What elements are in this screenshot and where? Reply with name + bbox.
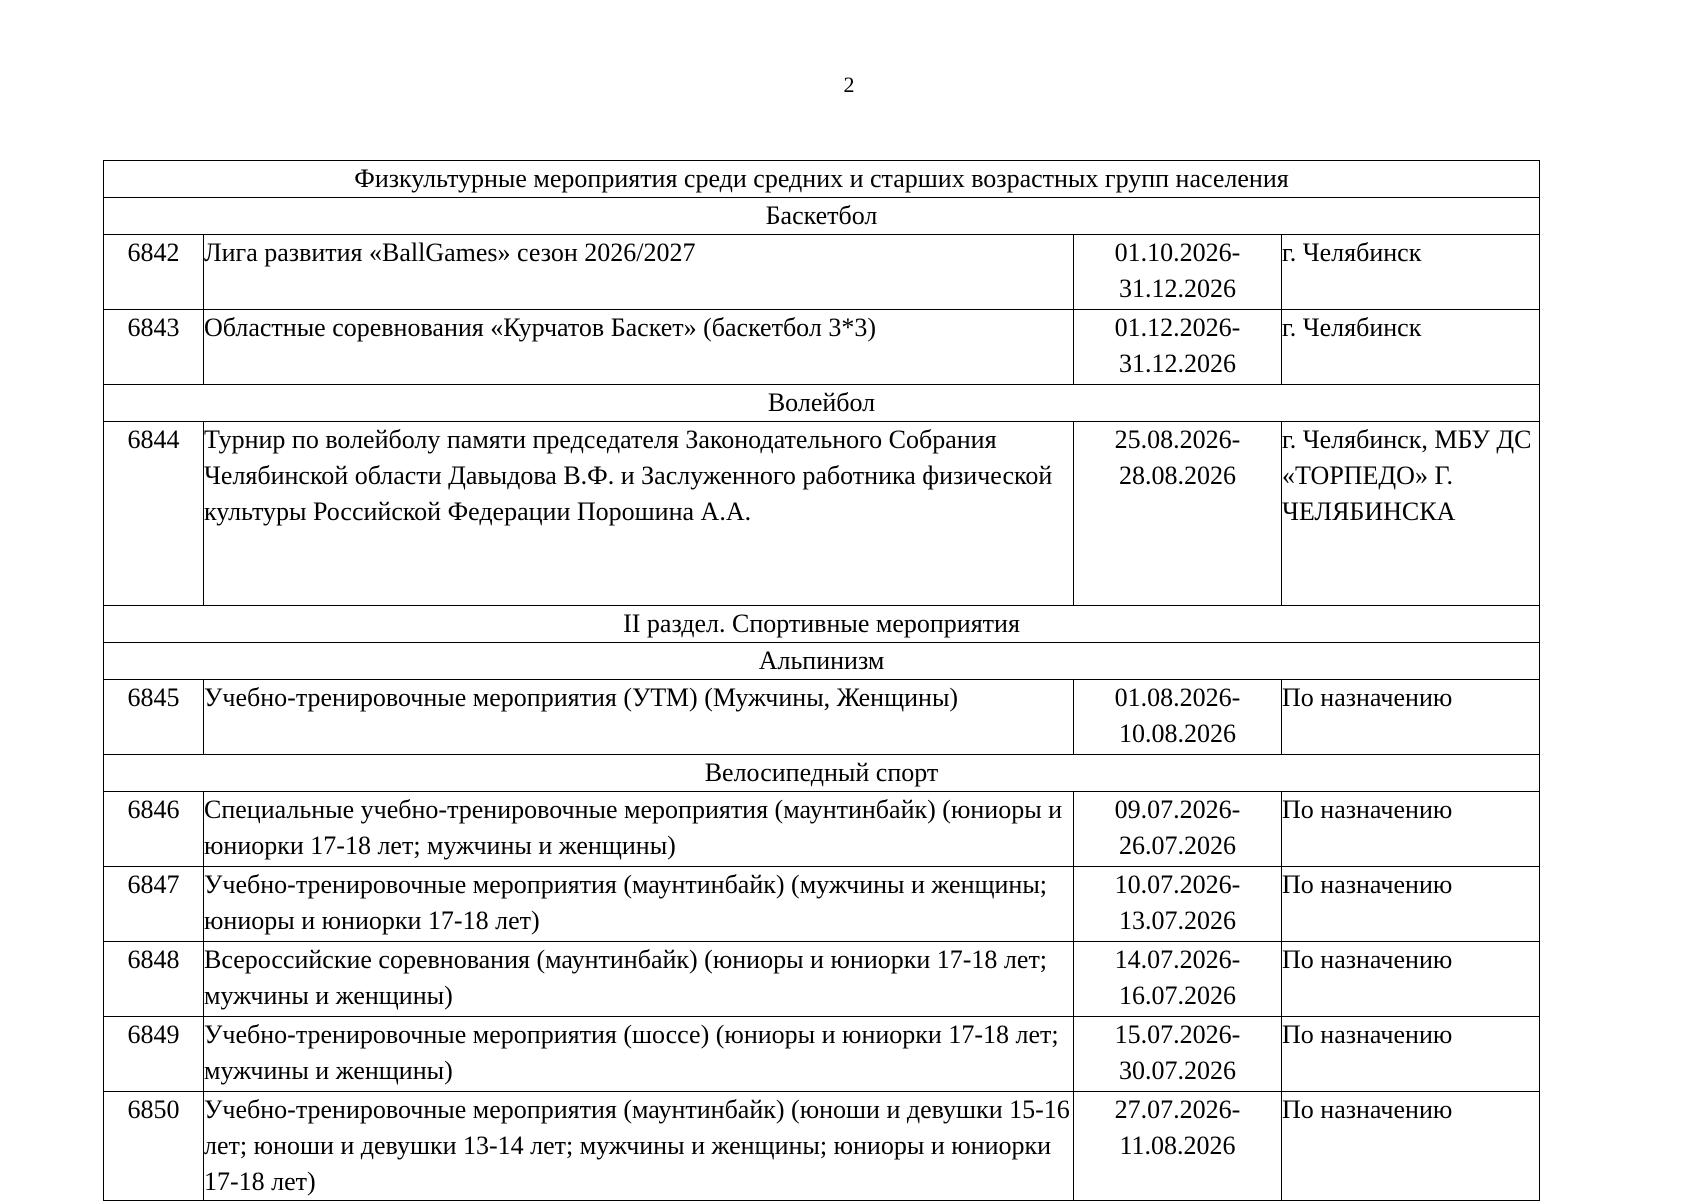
section-row	[104, 755, 1540, 792]
event-name: Областные соревнования «Курчатов Баскет» (баскетбол 3*3)	[204, 310, 1074, 385]
section-title: Физкультурные мероприятия среди средних и старших возрастных групп населения	[104, 161, 1540, 198]
section-title: II раздел. Спортивные мероприятия	[104, 606, 1540, 643]
section-title: Баскетбол	[104, 198, 1540, 235]
event-number: 6843	[104, 310, 204, 385]
event-place: г. Челябинск	[1282, 235, 1540, 310]
section-title: Велосипедный спорт	[104, 755, 1540, 792]
event-name: Учебно-тренировочные мероприятия (шоссе) (юниоры и юниорки 17-18 лет; мужчины и женщины)	[204, 1017, 1074, 1092]
event-number: 6849	[104, 1017, 204, 1092]
event-name: Специальные учебно-тренировочные мероприятия (маунтинбайк) (юниоры и юниорки 17-18 лет; мужчины и женщины)	[204, 792, 1074, 867]
event-number: 6842	[104, 235, 204, 310]
event-place: По назначению	[1282, 867, 1540, 942]
event-dates: 01.12.2026- 31.12.2026	[1074, 310, 1282, 385]
event-dates: 01.08.2026- 10.08.2026	[1074, 680, 1282, 755]
event-name: Учебно-тренировочные мероприятия (маунтинбайк) (мужчины и женщины; юниоры и юниорки 17-18 лет)	[204, 867, 1074, 942]
section-title: Волейбол	[104, 385, 1540, 422]
table-row	[104, 310, 1540, 385]
event-place: По назначению	[1282, 942, 1540, 1017]
table-row	[104, 1092, 1540, 1201]
event-place: По назначению	[1282, 792, 1540, 867]
event-dates: 14.07.2026- 16.07.2026	[1074, 942, 1282, 1017]
table-row	[104, 235, 1540, 310]
section-row	[104, 606, 1540, 643]
section-row	[104, 161, 1540, 198]
event-dates: 25.08.2026- 28.08.2026	[1074, 422, 1282, 606]
event-name: Учебно-тренировочные мероприятия (маунтинбайк) (юноши и девушки 15-16 лет; юноши и девушки 13-14 лет; мужчины и женщины; юниоры и юниорки 17-18 лет)	[204, 1092, 1074, 1201]
section-row	[104, 385, 1540, 422]
section-title: Альпинизм	[104, 643, 1540, 680]
event-number: 6846	[104, 792, 204, 867]
event-name: Лига развития «BallGames» сезон 2026/2027	[204, 235, 1074, 310]
events-table	[103, 160, 1540, 1201]
event-number: 6844	[104, 422, 204, 606]
event-dates: 10.07.2026- 13.07.2026	[1074, 867, 1282, 942]
event-place: г. Челябинск	[1282, 310, 1540, 385]
table-row	[104, 867, 1540, 942]
event-place: По назначению	[1282, 1017, 1540, 1092]
event-number: 6848	[104, 942, 204, 1017]
page-number: 2	[843, 72, 855, 97]
event-name: Турнир по волейболу памяти председателя Законодательного Собрания Челябинской области Давыдова В.Ф. и Заслуженного работника физической культуры Российской Федерации Порошина А.А.	[204, 422, 1074, 606]
event-number: 6845	[104, 680, 204, 755]
event-name: Всероссийские соревнования (маунтинбайк) (юниоры и юниорки 17-18 лет; мужчины и женщины)	[204, 942, 1074, 1017]
table-row	[104, 792, 1540, 867]
event-dates: 27.07.2026- 11.08.2026	[1074, 1092, 1282, 1201]
event-place: По назначению	[1282, 680, 1540, 755]
event-dates: 01.10.2026- 31.12.2026	[1074, 235, 1282, 310]
table-row	[104, 1017, 1540, 1092]
event-place: По назначению	[1282, 1092, 1540, 1201]
event-dates: 09.07.2026- 26.07.2026	[1074, 792, 1282, 867]
table-row	[104, 680, 1540, 755]
table-row	[104, 422, 1540, 606]
event-place: г. Челябинск, МБУ ДС «ТОРПЕДО» Г. ЧЕЛЯБИНСКА	[1282, 422, 1540, 606]
table-row	[104, 942, 1540, 1017]
section-row	[104, 643, 1540, 680]
event-dates: 15.07.2026- 30.07.2026	[1074, 1017, 1282, 1092]
section-row	[104, 198, 1540, 235]
event-number: 6850	[104, 1092, 204, 1201]
event-name: Учебно-тренировочные мероприятия (УТМ) (Мужчины, Женщины)	[204, 680, 1074, 755]
event-number: 6847	[104, 867, 204, 942]
